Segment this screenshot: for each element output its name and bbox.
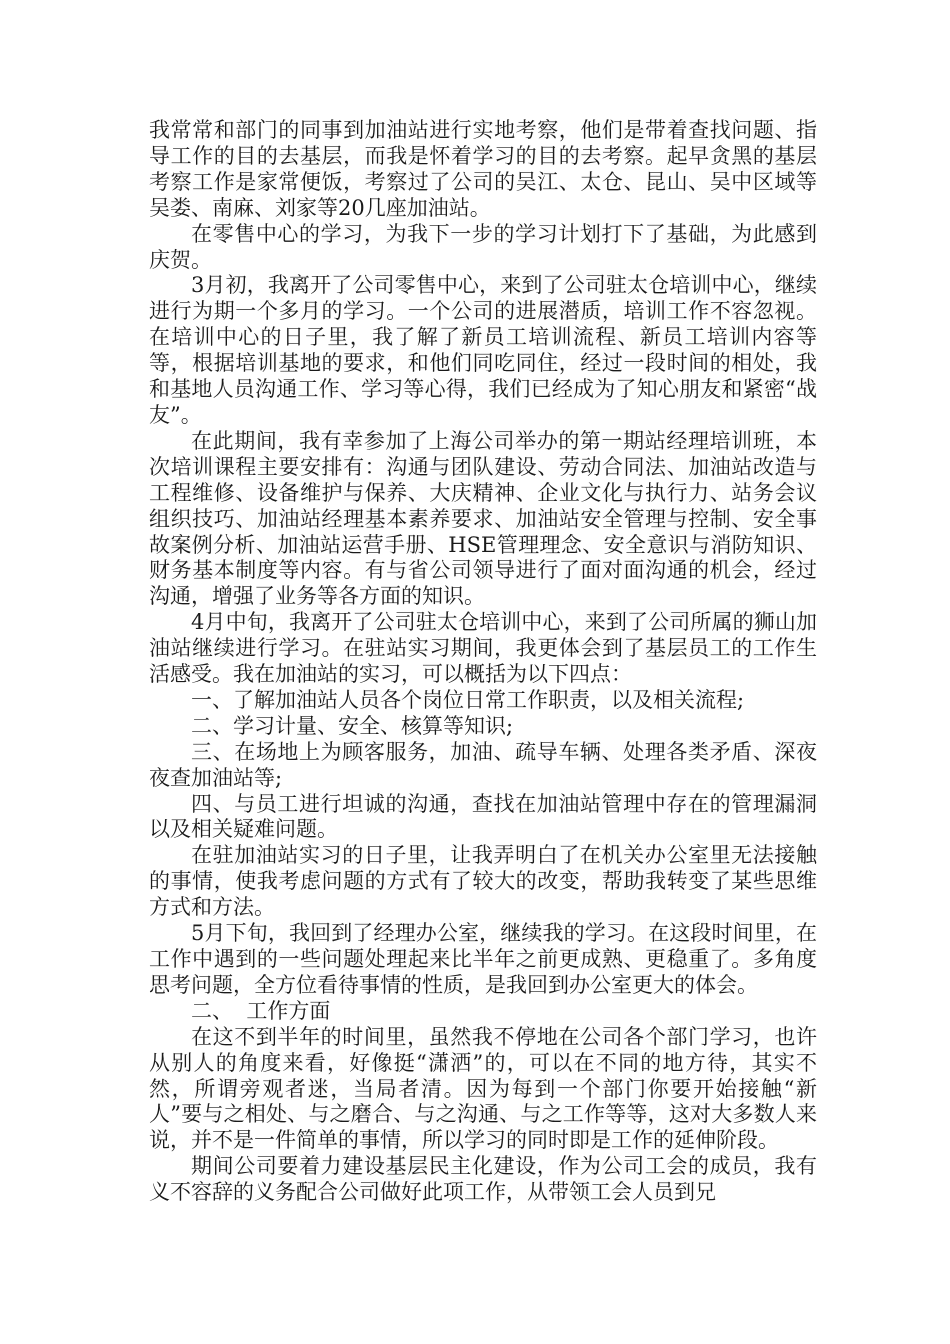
list-item: 三、在场地上为顾客服务，加油、疏导车辆、处理各类矛盾、深夜夜查加油站等; [149,739,817,790]
list-item: 四、与员工进行坦诚的沟通，查找在加油站管理中存在的管理漏洞以及相关疑难问题。 [149,791,817,842]
paragraph: 期间公司要着力建设基层民主化建设，作为公司工会的成员，我有义不容辞的义务配合公司做好此项工作，从带领工会人员到兄 [149,1154,817,1205]
paragraph: 4月中旬，我离开了公司驻太仓培训中心，来到了公司所属的狮山加油站继续进行学习。在驻站实习期间，我更体会到了基层员工的工作生活感受。我在加油站的实习，可以概括为以下四点： [149,610,817,687]
paragraph: 在零售中心的学习，为我下一步的学习计划打下了基础，为此感到庆贺。 [149,221,817,272]
list-item: 一、了解加油站人员各个岗位日常工作职责，以及相关流程; [191,687,745,712]
paragraph: 在驻加油站实习的日子里，让我弄明白了在机关办公室里无法接触的事情，使我考虑问题的方式有了较大的改变，帮助我转变了某些思维方式和方法。 [149,843,817,920]
paragraph: 在此期间，我有幸参加了上海公司举办的第一期站经理培训班，本次培训课程主要安排有：沟通与团队建设、劳动合同法、加油站改造与工程维修、设备维护与保养、大庆精神、企业文化与执行力、站务会议组织技巧、加油站经理基本素养要求、加油站安全管理与控制、安全事故案例分析、加油站运营手册、HSE管理理念、安全意识与消防知识、财务基本制度等内容。有与省公司领导进行了面对面沟通的机会，经过沟通，增强了业务等各方面的知识。 [149,428,817,609]
paragraph: 在这不到半年的时间里，虽然我不停地在公司各个部门学习，也许从别人的角度来看，好像挺“潇洒”的，可以在不同的地方待，其实不然，所谓旁观者迷，当局者清。因为每到一个部门你要开始接触“新人”要与之相处、与之磨合、与之沟通、与之工作等等，这对大多数人来说，并不是一件简单的事情，所以学习的同时即是工作的延伸阶段。 [149,1024,817,1153]
paragraph: 5月下旬，我回到了经理办公室，继续我的学习。在这段时间里，在工作中遇到的一些问题处理起来比半年之前更成熟、更稳重了。多角度思考问题，全方位看待事情的性质，是我回到办公室更大的体会。 [149,921,817,997]
section-heading: 二、 工作方面 [191,998,331,1023]
paragraph: 我常常和部门的同事到加油站进行实地考察，他们是带着查找问题、指导工作的目的去基层，而我是怀着学习的目的去考察。起早贪黑的基层考察工作是家常便饭，考察过了公司的吴江、太仓、昆山、吴中区域等吴娄、南麻、刘家等20几座加油站。 [149,118,817,220]
list-item: 二、学习计量、安全、核算等知识; [191,713,514,738]
document-body [149,118,817,1206]
paragraph: 3月初，我离开了公司零售中心，来到了公司驻太仓培训中心，继续进行为期一个多月的学习。一个公司的进展潜质，培训工作不容忽视。在培训中心的日子里，我了解了新员工培训流程、新员工培训内容等等，根据培训基地的要求，和他们同吃同住，经过一段时间的相处，我和基地人员沟通工作、学习等心得，我们已经成为了知心朋友和紧密“战友”。 [149,273,817,427]
